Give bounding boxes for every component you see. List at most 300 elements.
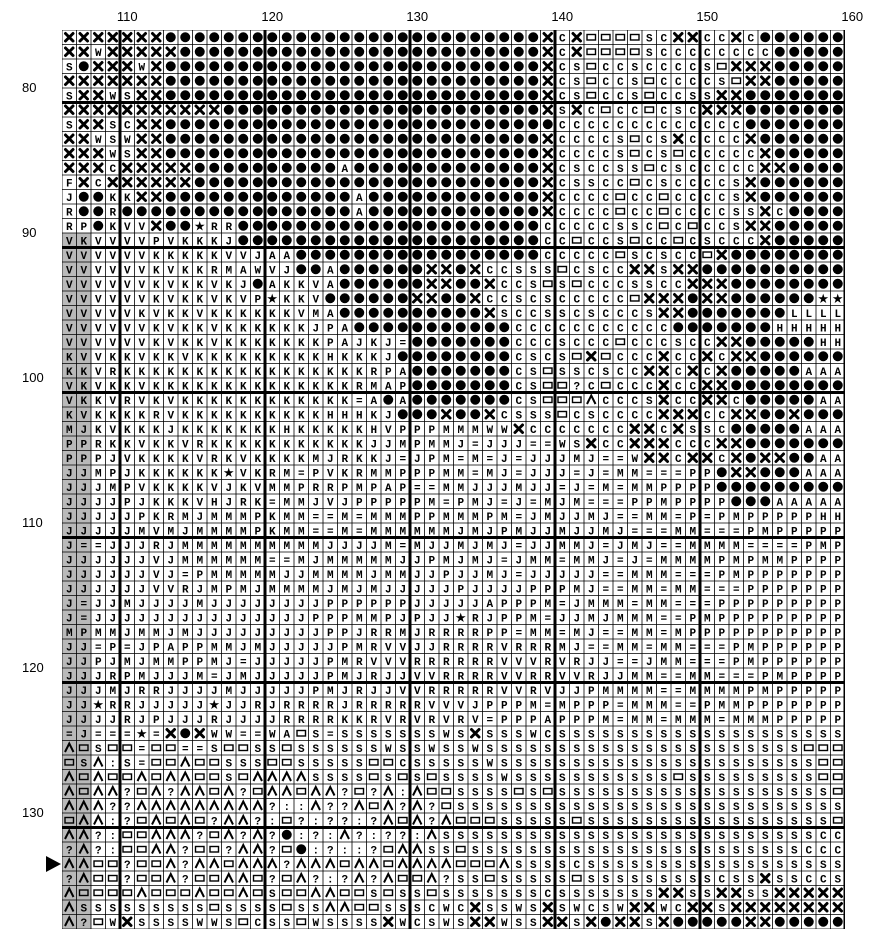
stitch-cell[interactable] [617,860,624,872]
stitch-cell[interactable] [66,193,73,205]
stitch-cell[interactable] [327,323,334,335]
stitch-cell[interactable] [385,454,392,466]
stitch-cell[interactable] [356,367,363,379]
stitch-cell[interactable] [573,889,580,901]
stitch-cell[interactable] [225,410,232,422]
stitch-cell[interactable] [731,264,741,274]
stitch-cell[interactable] [820,700,827,712]
stitch-cell[interactable] [209,206,219,216]
stitch-cell[interactable] [631,309,638,321]
stitch-cell[interactable] [196,352,203,364]
stitch-cell[interactable] [225,309,232,321]
stitch-cell[interactable] [427,32,437,42]
stitch-cell[interactable] [617,889,624,901]
stitch-cell[interactable] [62,407,77,422]
stitch-cell[interactable] [762,657,769,669]
stitch-cell[interactable] [472,497,479,509]
stitch-cell[interactable] [224,192,234,202]
stitch-cell[interactable] [602,468,609,480]
stitch-cell[interactable] [240,280,247,292]
stitch-cell[interactable] [776,613,783,625]
stitch-cell[interactable] [573,860,580,872]
stitch-cell[interactable] [834,860,841,872]
stitch-cell[interactable] [182,367,189,379]
stitch-cell[interactable] [62,306,77,321]
stitch-cell[interactable] [675,222,682,234]
stitch-cell[interactable] [530,425,537,437]
stitch-cell[interactable] [733,686,740,698]
stitch-cell[interactable] [501,584,508,596]
stitch-cell[interactable] [124,280,131,292]
stitch-cell[interactable] [470,119,480,129]
stitch-cell[interactable] [398,177,408,187]
stitch-cell[interactable] [283,367,290,379]
stitch-cell[interactable] [153,425,160,437]
stitch-cell[interactable] [820,497,827,509]
stitch-cell[interactable] [733,555,740,567]
stitch-cell[interactable] [385,642,392,654]
stitch-cell[interactable] [182,294,189,306]
stitch-cell[interactable] [747,613,754,625]
stitch-cell[interactable] [660,773,667,785]
stitch-cell[interactable] [660,744,667,756]
stitch-cell[interactable] [340,206,350,216]
stitch-cell[interactable] [631,193,638,205]
stitch-cell[interactable] [77,393,92,408]
stitch-cell[interactable] [775,308,785,318]
stitch-cell[interactable] [789,177,799,187]
stitch-cell[interactable] [486,468,493,480]
stitch-cell[interactable] [456,366,466,376]
stitch-cell[interactable] [760,308,770,318]
stitch-cell[interactable] [196,396,203,408]
stitch-cell[interactable] [791,787,798,799]
stitch-cell[interactable] [499,322,509,332]
stitch-cell[interactable] [631,396,638,408]
stitch-cell[interactable] [514,90,524,100]
stitch-cell[interactable] [559,439,566,451]
stitch-cell[interactable] [224,32,234,42]
stitch-cell[interactable] [718,352,725,364]
stitch-cell[interactable] [138,454,145,466]
stitch-cell[interactable] [588,555,595,567]
stitch-cell[interactable] [472,773,479,785]
stitch-cell[interactable] [225,251,232,263]
stitch-cell[interactable] [514,235,524,245]
stitch-cell[interactable] [588,309,595,321]
stitch-cell[interactable] [412,105,422,115]
stitch-cell[interactable] [62,784,77,799]
stitch-cell[interactable] [62,480,77,495]
stitch-cell[interactable] [747,686,754,698]
stitch-cell[interactable] [427,90,437,100]
stitch-cell[interactable] [573,787,580,799]
stitch-cell[interactable] [501,265,508,277]
stitch-cell[interactable] [138,439,145,451]
stitch-cell[interactable] [414,657,421,669]
stitch-cell[interactable] [544,715,551,727]
stitch-cell[interactable] [269,265,276,277]
stitch-cell[interactable] [559,758,566,770]
stitch-cell[interactable] [138,323,145,335]
stitch-cell[interactable] [617,700,624,712]
stitch-cell[interactable] [182,584,189,596]
stitch-cell[interactable] [385,483,392,495]
stitch-cell[interactable] [689,120,696,132]
stitch-cell[interactable] [385,744,392,756]
stitch-cell[interactable] [760,264,770,274]
stitch-cell[interactable] [298,802,305,814]
stitch-cell[interactable] [95,541,102,553]
stitch-cell[interactable] [559,323,566,335]
stitch-cell[interactable] [588,686,595,698]
stitch-cell[interactable] [153,715,160,727]
stitch-cell[interactable] [340,250,350,260]
stitch-cell[interactable] [746,90,756,100]
stitch-cell[interactable] [544,541,551,553]
stitch-cell[interactable] [689,425,696,437]
stitch-cell[interactable] [675,251,682,263]
stitch-cell[interactable] [211,323,218,335]
stitch-cell[interactable] [182,860,189,872]
stitch-cell[interactable] [62,799,77,814]
stitch-cell[interactable] [805,860,812,872]
stitch-cell[interactable] [588,164,595,176]
stitch-cell[interactable] [530,265,537,277]
stitch-cell[interactable] [501,831,508,843]
stitch-cell[interactable] [544,845,551,857]
stitch-cell[interactable] [95,294,102,306]
stitch-cell[interactable] [689,686,696,698]
stitch-cell[interactable] [370,628,377,640]
stitch-cell[interactable] [457,541,464,553]
stitch-cell[interactable] [240,468,247,480]
stitch-cell[interactable] [573,715,580,727]
stitch-cell[interactable] [514,47,524,57]
stitch-cell[interactable] [428,425,435,437]
stitch-cell[interactable] [820,555,827,567]
stitch-cell[interactable] [530,338,537,350]
stitch-cell[interactable] [791,729,798,741]
stitch-cell[interactable] [427,351,437,361]
stitch-cell[interactable] [588,758,595,770]
stitch-cell[interactable] [776,657,783,669]
stitch-cell[interactable] [660,802,667,814]
stitch-cell[interactable] [675,120,682,132]
stitch-cell[interactable] [312,280,319,292]
stitch-cell[interactable] [180,134,190,144]
stitch-cell[interactable] [559,729,566,741]
stitch-cell[interactable] [762,541,769,553]
stitch-cell[interactable] [269,497,276,509]
stitch-cell[interactable] [646,135,653,147]
stitch-cell[interactable] [224,134,234,144]
stitch-cell[interactable] [311,32,321,42]
stitch-cell[interactable] [194,219,206,234]
stitch-cell[interactable] [805,584,812,596]
stitch-cell[interactable] [501,483,508,495]
stitch-cell[interactable] [441,148,451,158]
stitch-cell[interactable] [789,148,799,158]
stitch-cell[interactable] [573,164,580,176]
stitch-cell[interactable] [559,207,566,219]
stitch-cell[interactable] [660,77,667,89]
stitch-cell[interactable] [588,178,595,190]
stitch-cell[interactable] [124,352,131,364]
stitch-cell[interactable] [733,207,740,219]
stitch-cell[interactable] [298,512,305,524]
stitch-cell[interactable] [124,497,131,509]
stitch-cell[interactable] [573,802,580,814]
stitch-cell[interactable] [211,338,218,350]
stitch-cell[interactable] [733,584,740,596]
stitch-cell[interactable] [182,251,189,263]
stitch-cell[interactable] [153,396,160,408]
stitch-cell[interactable] [196,425,203,437]
stitch-cell[interactable] [95,686,102,698]
stitch-cell[interactable] [457,715,464,727]
stitch-cell[interactable] [805,512,812,524]
stitch-cell[interactable] [443,439,450,451]
stitch-cell[interactable] [211,584,218,596]
stitch-cell[interactable] [717,482,727,492]
stitch-cell[interactable] [354,235,364,245]
stitch-cell[interactable] [62,596,77,611]
stitch-cell[interactable] [196,903,203,915]
stitch-cell[interactable] [617,410,624,422]
stitch-cell[interactable] [631,352,638,364]
stitch-cell[interactable] [588,787,595,799]
stitch-cell[interactable] [225,599,232,611]
stitch-cell[interactable] [457,903,464,915]
stitch-cell[interactable] [704,77,711,89]
stitch-cell[interactable] [530,613,537,625]
stitch-cell[interactable] [559,744,566,756]
stitch-cell[interactable] [834,599,841,611]
stitch-cell[interactable] [399,396,406,408]
stitch-cell[interactable] [298,686,305,698]
stitch-cell[interactable] [327,541,334,553]
stitch-cell[interactable] [775,61,785,71]
stitch-cell[interactable] [325,90,335,100]
stitch-cell[interactable] [369,235,379,245]
stitch-cell[interactable] [834,541,841,553]
stitch-cell[interactable] [602,686,609,698]
stitch-cell[interactable] [718,903,725,915]
stitch-cell[interactable] [196,642,203,654]
stitch-cell[interactable] [472,744,479,756]
stitch-cell[interactable] [573,178,580,190]
stitch-cell[interactable] [733,715,740,727]
stitch-cell[interactable] [485,366,495,376]
stitch-cell[interactable] [282,119,292,129]
stitch-cell[interactable] [573,135,580,147]
stitch-cell[interactable] [704,555,711,567]
stitch-cell[interactable] [776,700,783,712]
stitch-cell[interactable] [383,308,393,318]
stitch-cell[interactable] [559,831,566,843]
stitch-cell[interactable] [704,468,711,480]
stitch-cell[interactable] [760,438,770,448]
stitch-cell[interactable] [731,482,741,492]
stitch-cell[interactable] [559,164,566,176]
stitch-cell[interactable] [805,309,812,321]
stitch-cell[interactable] [166,76,176,86]
stitch-cell[interactable] [283,309,290,321]
stitch-cell[interactable] [398,322,408,332]
stitch-cell[interactable] [530,367,537,379]
stitch-cell[interactable] [733,628,740,640]
stitch-cell[interactable] [254,309,261,321]
stitch-cell[interactable] [298,628,305,640]
stitch-cell[interactable] [269,889,276,901]
stitch-cell[interactable] [456,264,466,274]
stitch-cell[interactable] [818,105,828,115]
stitch-cell[interactable] [675,642,682,654]
stitch-cell[interactable] [646,599,653,611]
stitch-cell[interactable] [414,541,421,553]
stitch-cell[interactable] [369,105,379,115]
stitch-cell[interactable] [631,787,638,799]
stitch-cell[interactable] [472,454,479,466]
stitch-cell[interactable] [399,787,406,799]
stitch-cell[interactable] [718,642,725,654]
stitch-cell[interactable] [486,787,493,799]
stitch-cell[interactable] [427,206,437,216]
stitch-cell[interactable] [501,773,508,785]
stitch-cell[interactable] [804,264,814,274]
stitch-cell[interactable] [501,715,508,727]
stitch-cell[interactable] [399,657,406,669]
stitch-cell[interactable] [412,337,422,347]
stitch-cell[interactable] [559,497,566,509]
stitch-cell[interactable] [224,163,234,173]
stitch-cell[interactable] [340,192,350,202]
stitch-cell[interactable] [296,235,306,245]
stitch-cell[interactable] [109,294,116,306]
stitch-cell[interactable] [240,657,247,669]
stitch-cell[interactable] [296,134,306,144]
stitch-cell[interactable] [225,367,232,379]
stitch-cell[interactable] [733,758,740,770]
stitch-cell[interactable] [733,831,740,843]
stitch-cell[interactable] [789,250,799,260]
stitch-cell[interactable] [225,425,232,437]
stitch-cell[interactable] [369,322,379,332]
stitch-cell[interactable] [470,134,480,144]
stitch-cell[interactable] [660,149,667,161]
stitch-cell[interactable] [370,367,377,379]
stitch-cell[interactable] [559,613,566,625]
stitch-cell[interactable] [501,555,508,567]
stitch-cell[interactable] [762,599,769,611]
stitch-cell[interactable] [501,657,508,669]
stitch-cell[interactable] [660,758,667,770]
stitch-cell[interactable] [675,207,682,219]
stitch-cell[interactable] [776,497,783,509]
stitch-cell[interactable] [515,831,522,843]
stitch-cell[interactable] [311,235,321,245]
stitch-cell[interactable] [62,335,77,350]
stitch-cell[interactable] [601,917,611,927]
stitch-cell[interactable] [370,410,377,422]
stitch-cell[interactable] [254,468,261,480]
stitch-cell[interactable] [385,903,392,915]
stitch-cell[interactable] [762,628,769,640]
stitch-cell[interactable] [704,222,711,234]
stitch-cell[interactable] [109,628,116,640]
stitch-cell[interactable] [617,729,624,741]
stitch-cell[interactable] [312,831,319,843]
stitch-cell[interactable] [138,555,145,567]
stitch-cell[interactable] [412,322,422,332]
stitch-cell[interactable] [775,917,785,927]
stitch-cell[interactable] [414,700,421,712]
stitch-cell[interactable] [441,177,451,187]
stitch-cell[interactable] [398,163,408,173]
stitch-cell[interactable] [356,613,363,625]
stitch-cell[interactable] [195,206,205,216]
stitch-cell[interactable] [385,352,392,364]
stitch-cell[interactable] [267,47,277,57]
stitch-cell[interactable] [646,149,653,161]
stitch-cell[interactable] [733,657,740,669]
stitch-cell[interactable] [167,468,174,480]
stitch-cell[interactable] [747,584,754,596]
stitch-cell[interactable] [559,222,566,234]
stitch-cell[interactable] [240,555,247,567]
stitch-cell[interactable] [617,831,624,843]
stitch-cell[interactable] [501,512,508,524]
stitch-cell[interactable] [414,613,421,625]
stitch-cell[interactable] [311,221,321,231]
stitch-cell[interactable] [412,61,422,71]
stitch-cell[interactable] [356,715,363,727]
stitch-cell[interactable] [559,352,566,364]
stitch-cell[interactable] [530,280,537,292]
stitch-cell[interactable] [399,686,406,698]
stitch-cell[interactable] [211,497,218,509]
stitch-cell[interactable] [341,918,348,929]
stitch-cell[interactable] [399,338,406,350]
stitch-cell[interactable] [312,468,319,480]
stitch-cell[interactable] [95,570,102,582]
stitch-cell[interactable] [77,886,92,901]
stitch-cell[interactable] [455,611,467,626]
stitch-cell[interactable] [298,758,305,770]
stitch-cell[interactable] [109,149,116,161]
stitch-cell[interactable] [514,163,524,173]
stitch-cell[interactable] [820,541,827,553]
stitch-cell[interactable] [820,686,827,698]
current-row-pointer-icon[interactable] [46,856,61,872]
stitch-cell[interactable] [441,47,451,57]
stitch-cell[interactable] [253,177,263,187]
stitch-cell[interactable] [530,918,537,929]
stitch-cell[interactable] [602,555,609,567]
stitch-cell[interactable] [588,802,595,814]
stitch-cell[interactable] [153,599,160,611]
stitch-cell[interactable] [789,119,799,129]
stitch-cell[interactable] [341,686,348,698]
stitch-cell[interactable] [428,570,435,582]
stitch-cell[interactable] [834,657,841,669]
stitch-cell[interactable] [311,192,321,202]
stitch-cell[interactable] [689,584,696,596]
stitch-cell[interactable] [833,221,843,231]
stitch-cell[interactable] [443,918,450,929]
stitch-cell[interactable] [646,555,653,567]
